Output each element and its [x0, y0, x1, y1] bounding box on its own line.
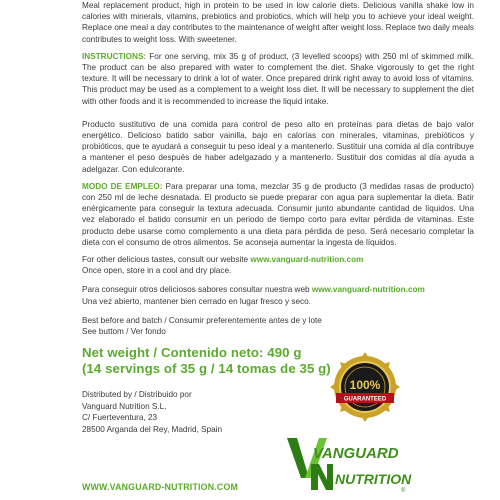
servings: (14 servings of 35 g / 14 tomas de 35 g) [82, 361, 331, 377]
instructions-label: INSTRUCTIONS: [82, 51, 147, 61]
store-en: Once open, store in a cool and dry place. [82, 266, 232, 276]
other-tastes-en [82, 254, 474, 265]
logo-word1: VANGUARD [313, 445, 399, 462]
street-address: C/ Fuerteventura, 23 [82, 413, 158, 423]
best-before: Best before and batch / Consumir preferentemente antes de y lote [82, 315, 322, 325]
logo-registered-mark: ® [401, 488, 406, 494]
instructions-es [82, 181, 474, 248]
city-address: 28500 Arganda del Rey, Madrid, Spain [82, 424, 223, 434]
modo-label: MODO DE EMPLEO: [82, 181, 163, 191]
english-section [82, 0, 474, 107]
website-link-en[interactable]: www.vanguard-nutrition.com [250, 255, 364, 265]
other-tastes-es-text: Para conseguir otros deliciosos sabores consultar nuestra web [82, 285, 312, 295]
guarantee-badge-icon [330, 352, 400, 422]
store-es: Una vez abierto, mantener bien cerrado en lugar fresco y seco. [82, 296, 311, 306]
see-bottom: See buttom / Ver fondo [82, 327, 166, 337]
product-description-es: Producto sustitutivo de una comida para control de peso alto en proteínas para dietas de bajo valor energético. Delicioso batido sabor vainilla, bajo en calorías con minerales, vitaminas, prebióticos y probióticos, que te ayudará a conseguir tu peso ideal y a mantenerlo. Sustituir una comida al día contribuye a mantener el peso después de haber adelgazado y a mantenerlo. Sustituir dos comidas al día ayuda a adelgazar. Con edulcorante. [82, 119, 474, 174]
net-weight: Net weight / Contenido neto: 490 g [82, 345, 302, 361]
other-tastes-es [82, 284, 474, 295]
website-bottom[interactable]: WWW.VANGUARD-NUTRITION.COM [82, 482, 239, 492]
company-name: Vanguard Nutrition S.L. [82, 401, 167, 411]
vanguard-nutrition-logo [283, 432, 413, 494]
website-link-es[interactable]: www.vanguard-nutrition.com [311, 285, 425, 295]
spanish-section [82, 119, 474, 248]
badge-line2: GUARANTEED [343, 396, 387, 403]
other-tastes-text: For other delicious tastes, consult our website [82, 255, 251, 265]
distributor-block [82, 389, 474, 435]
product-description-en: Meal replacement product, high in protein to be used in low calorie diets. Delicious vanilla shake low in calories with minerals, vitamins, prebiotics and probiotics, which will help you to achieve your ideal weight. Replace one meal a day contributes to the maintenance of weight after weight loss. Replace two daily meals contributes to weight loss. With sweetener. [82, 1, 474, 44]
modo-text: Para preparar una toma, mezclar 35 g de producto (3 medidas rasas de producto) con 250 ml de leche desnatada. El producto se puede preparar con agua para suplementar la dieta. Batir enérgicamente para conseguir la textura adecuada. Consumir junto abundante cantidad de líquidos. Una vez elaborado el batido consumir en un periodo de tiempo corto para evitar pérdida de vitaminas. Este producto debe usarse como complemento a una dieta para pérdida de peso. Será necesario completar la dieta con el consumo de otros alimentos. Se aconseja aumentar la ingesta de líquidos. [82, 181, 474, 247]
distributed-by: Distributed by / Distribuido por [82, 390, 192, 400]
storage-section [82, 254, 474, 337]
logo-word2: NUTRITION [335, 471, 412, 487]
badge-line1: 100% [349, 378, 381, 392]
net-weight-block [82, 345, 474, 377]
instructions-en [82, 51, 474, 107]
instructions-text: For one serving, mix 35 g of product, (3 levelled scoops) with 250 ml of skimmed milk. The product can be also prepared with water to complement the diet. Shake vigorously to get the right texture. It will be necessary to drink a lot of water. Once prepared drink right away to avoid loss of vitamins. This product may be used as a complement to a weight loss diet. It will be necessary to supplement the diet with other foods and it is recommended to increase the liquid intake. [82, 51, 474, 106]
